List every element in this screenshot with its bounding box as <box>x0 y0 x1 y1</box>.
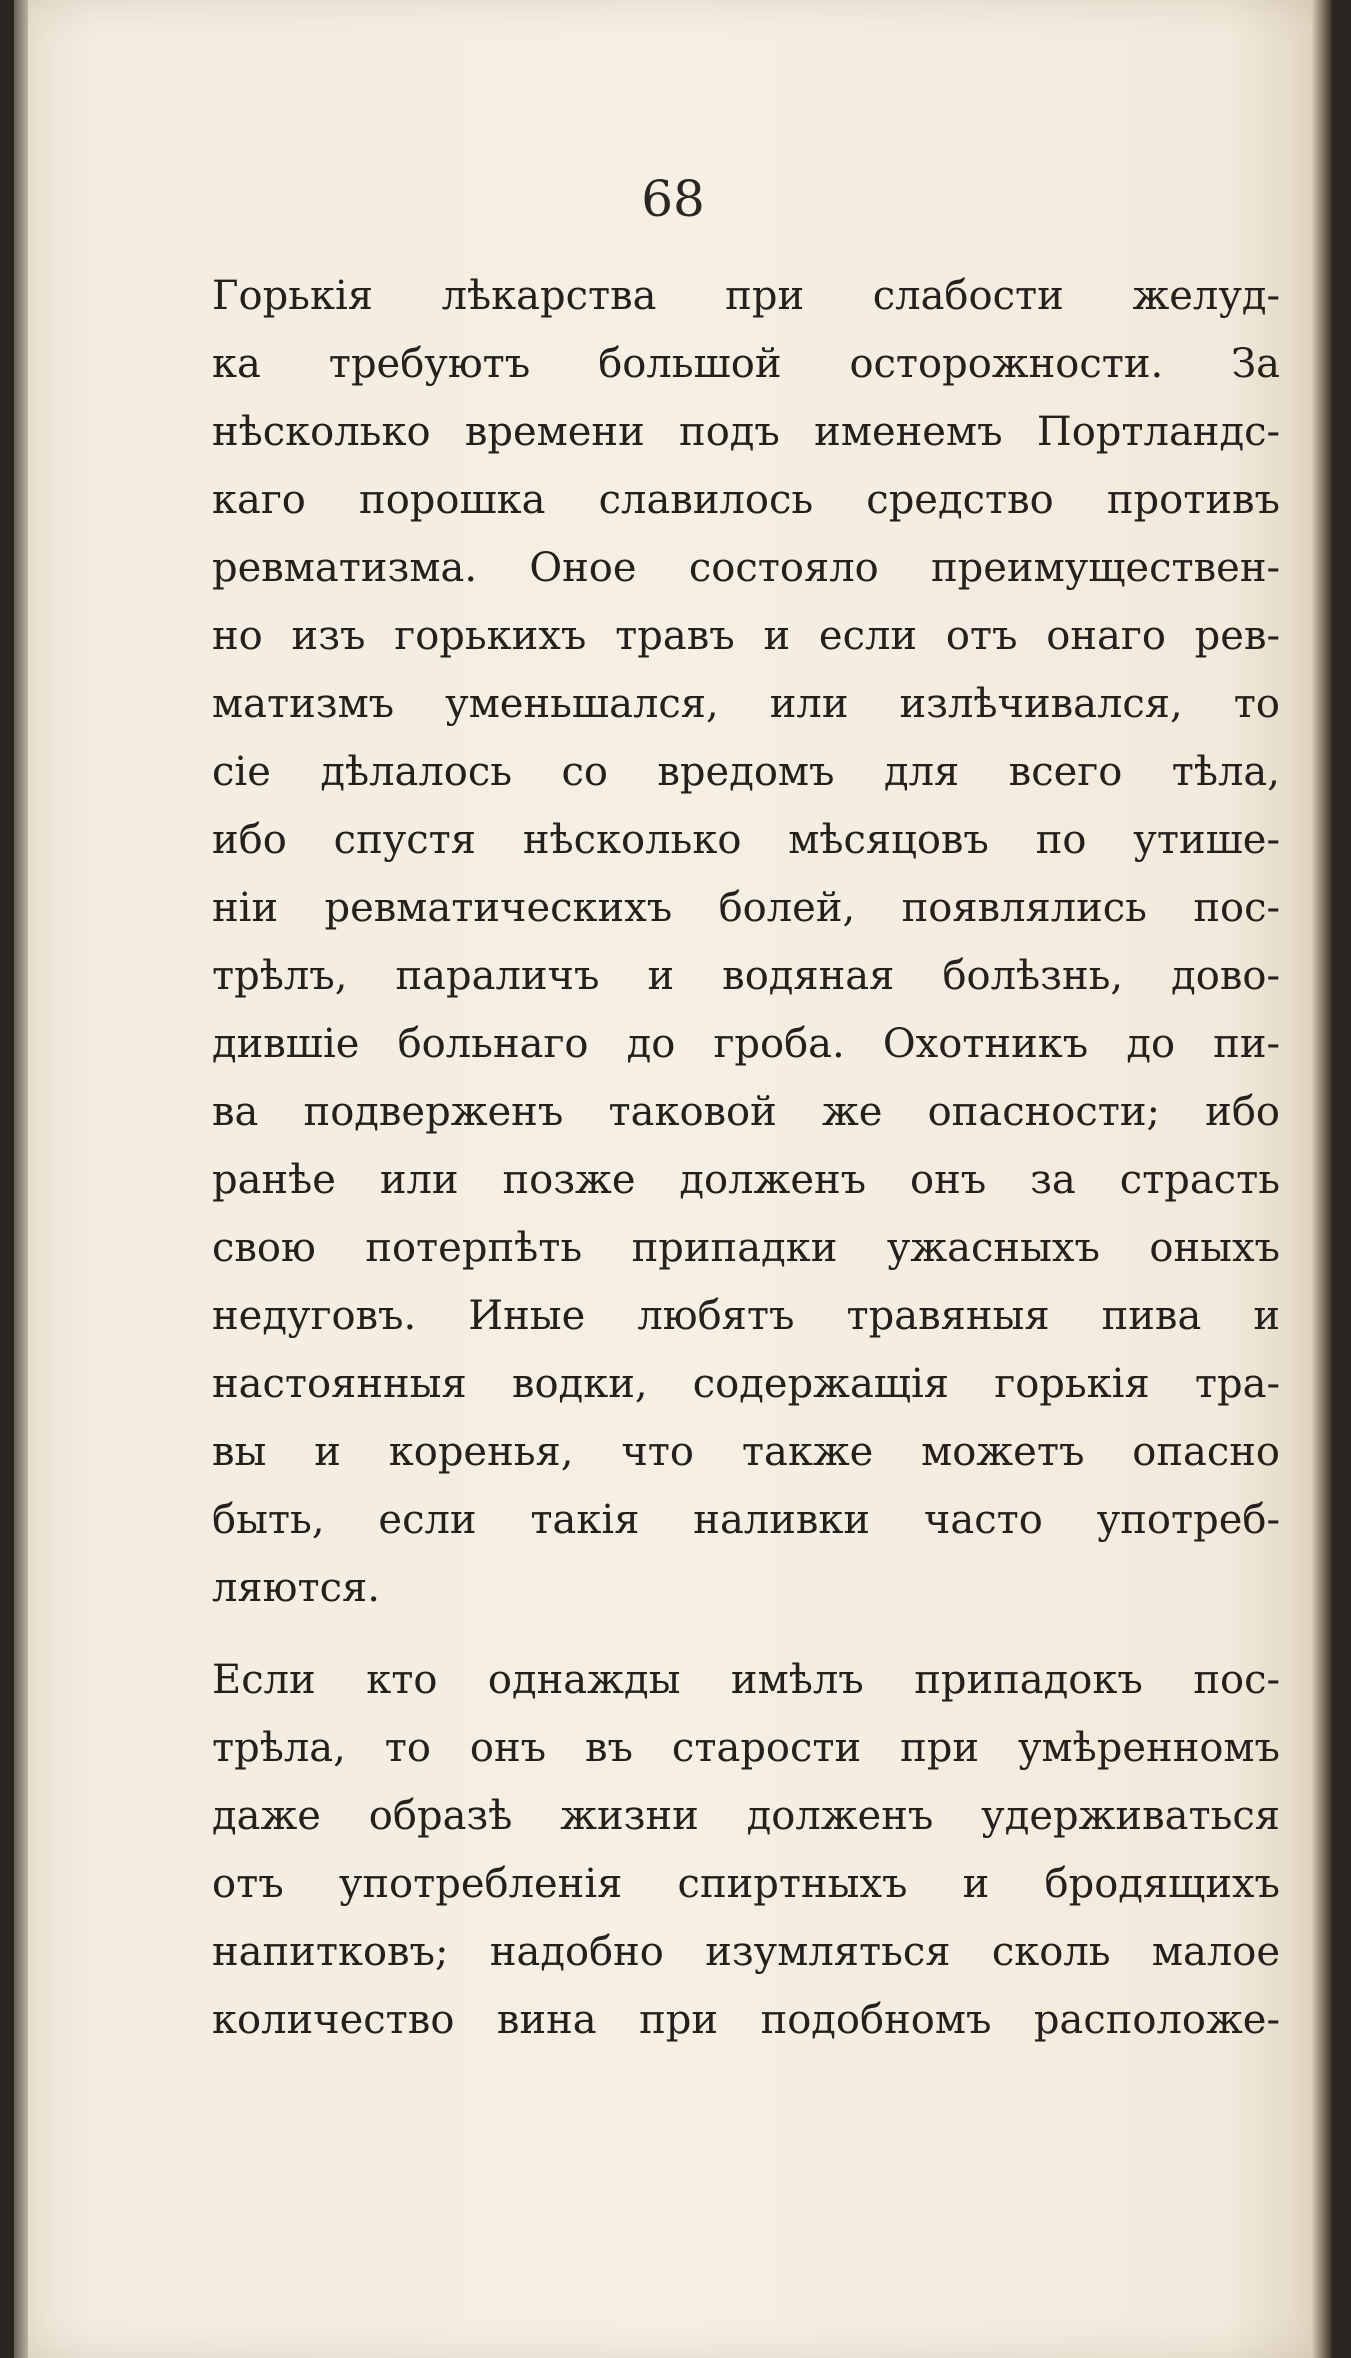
text-line: нѣсколько времени подъ именемъ Портландс- <box>212 409 1280 455</box>
paragraph-2 <box>212 1646 1280 2054</box>
text-line: ляются. <box>212 1565 380 1611</box>
paragraph-gap <box>212 1622 1280 1646</box>
text-line: Горькія лѣкарства при слабости желуд- <box>212 273 1280 319</box>
text-line: трѣлъ, параличъ и водяная болѣзнь, дово- <box>212 953 1280 999</box>
text-line: количество вина при подобномъ расположе- <box>212 1997 1280 2043</box>
body-text <box>212 262 1280 2054</box>
text-line: ибо спустя нѣсколько мѣсяцовъ по утише- <box>212 817 1280 863</box>
book-page <box>14 0 1332 2358</box>
page-edge <box>1312 0 1332 2358</box>
text-line: матизмъ уменьшался, или излѣчивался, то <box>212 681 1280 727</box>
text-line: отъ употребленія спиртныхъ и бродящихъ <box>212 1861 1280 1907</box>
text-line: настоянныя водки, содержащія горькія тра- <box>212 1361 1280 1407</box>
text-line: даже образѣ жизни долженъ удерживаться <box>212 1793 1280 1839</box>
paragraph-1 <box>212 262 1280 1622</box>
text-line: быть, если такія наливки часто употреб- <box>212 1497 1280 1543</box>
text-line: ка требуютъ большой осторожности. За <box>212 341 1280 387</box>
text-line: ранѣе или позже долженъ онъ за страсть <box>212 1157 1280 1203</box>
text-line: вы и коренья, что также можетъ опасно <box>212 1429 1280 1475</box>
binding-edge <box>14 0 28 2358</box>
text-line: но изъ горькихъ травъ и если отъ онаго рев- <box>212 613 1280 659</box>
text-line: ніи ревматическихъ болей, появлялись пос- <box>212 885 1280 931</box>
text-line: трѣла, то онъ въ старости при умѣренномъ <box>212 1725 1280 1771</box>
text-line: ва подверженъ таковой же опасности; ибо <box>212 1089 1280 1135</box>
text-line: каго порошка славилось средство противъ <box>212 477 1280 523</box>
text-line: ревматизма. Оное состояло преимуществен- <box>212 545 1280 591</box>
page-number: 68 <box>641 170 705 228</box>
text-line: недуговъ. Иные любятъ травяныя пива и <box>212 1293 1280 1339</box>
text-line: Если кто однажды имѣлъ припадокъ пос- <box>212 1657 1280 1703</box>
text-line: сіе дѣлалось со вредомъ для всего тѣла, <box>212 749 1280 795</box>
text-line: напитковъ; надобно изумляться сколь малое <box>212 1929 1280 1975</box>
text-line: свою потерпѣть припадки ужасныхъ оныхъ <box>212 1225 1280 1271</box>
text-line: дившіе больнаго до гроба. Охотникъ до пи- <box>212 1021 1280 1067</box>
